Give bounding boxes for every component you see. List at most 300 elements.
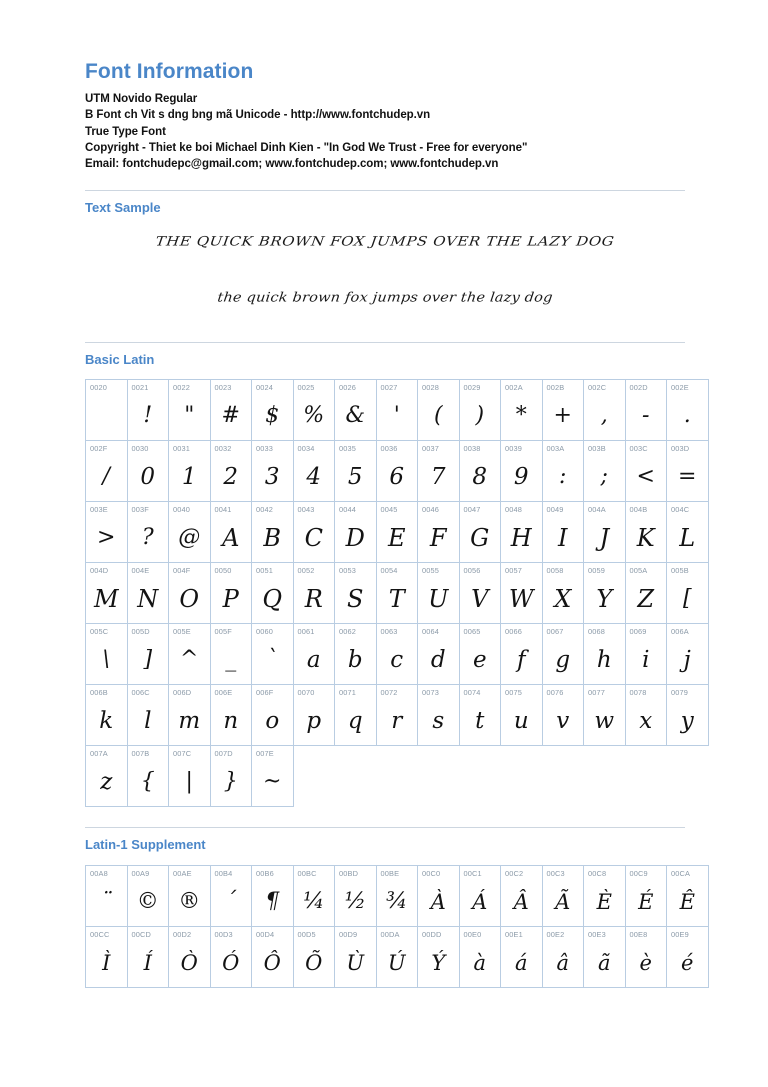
glyph-codepoint: 0037 [422, 444, 440, 454]
glyph-codepoint: 0038 [463, 444, 481, 454]
glyph-codepoint: 0030 [131, 444, 149, 454]
glyph-cell[interactable] [127, 441, 169, 502]
glyph-codepoint: 004E [131, 566, 150, 576]
glyph-codepoint: 006A [671, 627, 689, 637]
glyph-codepoint: 003F [131, 505, 149, 515]
glyph-cell[interactable] [667, 441, 709, 502]
glyph-cell[interactable] [169, 865, 211, 926]
glyph-cell[interactable] [542, 563, 584, 624]
font-info-line-description: B Font ch Vit s dng bng mã Unicode - http://www.fontchudep.vn [85, 109, 431, 122]
glyph-cell[interactable] [459, 502, 501, 563]
glyph-cell[interactable] [501, 502, 543, 563]
glyph-cell[interactable] [459, 865, 501, 926]
glyph-preview: q [347, 708, 363, 735]
glyph-cell[interactable] [501, 624, 543, 685]
glyph-codepoint: 00E3 [588, 929, 606, 939]
glyph-preview: w [594, 708, 615, 735]
glyph-cell[interactable] [584, 441, 626, 502]
glyph-cell[interactable] [335, 380, 377, 441]
glyph-preview: / [102, 464, 110, 490]
glyph-cell[interactable] [584, 865, 626, 926]
text-sample-lowercase: the quick brown fox jumps over the lazy dog [216, 290, 554, 305]
glyph-codepoint: 00A8 [90, 868, 108, 878]
glyph-codepoint: 0055 [422, 566, 440, 576]
glyph-codepoint: 0029 [463, 383, 481, 393]
glyph-cell[interactable] [418, 685, 460, 746]
glyph-cell[interactable] [376, 685, 418, 746]
glyph-cell[interactable] [335, 441, 377, 502]
glyph-codepoint: 005F [214, 627, 232, 637]
glyph-cell[interactable] [584, 502, 626, 563]
glyph-preview: v [556, 708, 570, 735]
glyph-cell[interactable] [335, 563, 377, 624]
glyph-codepoint: 00C2 [505, 868, 524, 878]
glyph-preview: é [681, 950, 694, 975]
divider-basic-latin [85, 342, 685, 343]
glyph-cell[interactable] [252, 926, 294, 987]
glyph-preview: 1 [181, 464, 197, 491]
glyph-codepoint: 0027 [380, 383, 398, 393]
glyph-row [86, 746, 709, 807]
glyph-codepoint: 00BC [297, 868, 317, 878]
glyph-preview: ^ [180, 647, 199, 673]
glyph-cell[interactable] [252, 746, 294, 807]
glyph-codepoint: 0048 [505, 505, 523, 515]
grid-spacer [459, 746, 501, 807]
glyph-preview: _ [225, 647, 237, 673]
glyph-cell[interactable] [293, 441, 335, 502]
glyph-preview: ) [475, 403, 485, 429]
grid-spacer [418, 746, 460, 807]
glyph-codepoint: 00E9 [671, 929, 689, 939]
font-info-line-type: True Type Font [85, 125, 166, 138]
glyph-codepoint: 0054 [380, 566, 398, 576]
glyph-cell[interactable] [169, 502, 211, 563]
glyph-preview: Z [637, 585, 655, 614]
glyph-cell[interactable] [210, 502, 252, 563]
glyph-cell[interactable] [127, 380, 169, 441]
glyph-codepoint: 005E [173, 627, 191, 637]
glyph-cell[interactable] [210, 380, 252, 441]
glyph-codepoint: 002E [671, 383, 689, 393]
glyph-preview: g [555, 647, 571, 674]
glyph-cell[interactable] [210, 685, 252, 746]
glyph-cell[interactable] [335, 865, 377, 926]
glyph-cell[interactable] [625, 865, 667, 926]
glyph-preview: z [100, 769, 113, 796]
glyph-codepoint: 0035 [339, 444, 357, 454]
glyph-codepoint: 002A [505, 383, 523, 393]
glyph-row [86, 685, 709, 746]
glyph-cell[interactable] [127, 563, 169, 624]
glyph-codepoint: 0044 [339, 505, 357, 515]
glyph-preview: o [265, 708, 280, 735]
glyph-cell[interactable] [169, 441, 211, 502]
glyph-preview: p [306, 708, 322, 735]
glyph-preview: Á [472, 889, 488, 914]
glyph-cell[interactable] [459, 441, 501, 502]
glyph-codepoint: 006C [131, 688, 150, 698]
glyph-preview: ¶ [265, 888, 280, 914]
glyph-cell[interactable] [667, 563, 709, 624]
glyph-cell[interactable] [376, 380, 418, 441]
glyph-cell[interactable] [210, 865, 252, 926]
glyph-preview: 8 [472, 464, 488, 491]
glyph-cell[interactable] [542, 926, 584, 987]
glyph-cell[interactable] [501, 685, 543, 746]
glyph-preview: < [636, 464, 655, 490]
glyph-preview: I [558, 524, 568, 553]
glyph-cell[interactable] [376, 563, 418, 624]
section-heading-basic-latin: Basic Latin [85, 351, 155, 367]
glyph-cell[interactable] [169, 563, 211, 624]
glyph-codepoint: 0041 [214, 505, 232, 515]
glyph-codepoint: 004D [90, 566, 109, 576]
glyph-preview: ` [266, 647, 278, 673]
glyph-codepoint: 0046 [422, 505, 440, 515]
glyph-cell[interactable] [667, 624, 709, 685]
glyph-cell[interactable] [86, 441, 128, 502]
glyph-cell[interactable] [584, 380, 626, 441]
glyph-cell[interactable] [169, 685, 211, 746]
glyph-codepoint: 003B [588, 444, 606, 454]
glyph-cell[interactable] [501, 926, 543, 987]
glyph-codepoint: 005B [671, 566, 689, 576]
glyph-cell[interactable] [542, 441, 584, 502]
glyph-codepoint: 0072 [380, 688, 398, 698]
glyph-codepoint: 0060 [256, 627, 274, 637]
page-title: Font Information [85, 60, 254, 83]
glyph-codepoint: 0020 [90, 383, 108, 393]
glyph-preview: , [600, 403, 608, 429]
glyph-cell[interactable] [252, 563, 294, 624]
glyph-cell[interactable] [625, 380, 667, 441]
glyph-preview: k [99, 708, 114, 735]
glyph-codepoint: 0036 [380, 444, 398, 454]
glyph-codepoint: 004A [588, 505, 606, 515]
glyph-codepoint: 005D [131, 627, 150, 637]
glyph-preview: = [678, 464, 697, 490]
glyph-cell[interactable] [542, 685, 584, 746]
glyph-cell[interactable] [584, 926, 626, 987]
glyph-codepoint: 00E0 [463, 929, 482, 939]
glyph-cell[interactable] [335, 502, 377, 563]
glyph-codepoint: 0062 [339, 627, 357, 637]
glyph-cell[interactable] [418, 502, 460, 563]
glyph-preview: d [430, 647, 446, 674]
glyph-preview: N [137, 585, 159, 614]
glyph-cell[interactable] [418, 865, 460, 926]
glyph-cell[interactable] [252, 685, 294, 746]
font-info-block [85, 91, 685, 172]
glyph-codepoint: 0056 [463, 566, 481, 576]
glyph-preview: X [554, 585, 572, 614]
glyph-codepoint: 00A9 [131, 868, 150, 878]
glyph-preview: Ã [555, 889, 571, 914]
glyph-preview: l [144, 708, 152, 735]
glyph-cell[interactable] [667, 380, 709, 441]
glyph-cell[interactable] [584, 685, 626, 746]
glyph-cell[interactable] [459, 685, 501, 746]
glyph-codepoint: 00D5 [297, 929, 316, 939]
glyph-codepoint: 007A [90, 749, 108, 759]
glyph-cell[interactable] [169, 926, 211, 987]
glyph-codepoint: 002C [588, 383, 607, 393]
glyph-row [86, 563, 709, 624]
glyph-cell[interactable] [293, 685, 335, 746]
glyph-cell[interactable] [418, 624, 460, 685]
glyph-codepoint: 00C1 [463, 868, 482, 878]
glyph-cell[interactable] [459, 380, 501, 441]
grid-spacer [625, 746, 667, 807]
glyph-row [86, 926, 709, 987]
glyph-codepoint: 0023 [214, 383, 232, 393]
glyph-cell[interactable] [86, 624, 128, 685]
glyph-codepoint: 00E2 [546, 929, 565, 939]
grid-spacer [542, 746, 584, 807]
glyph-cell[interactable] [459, 926, 501, 987]
glyph-preview: : [559, 464, 567, 490]
glyph-cell[interactable] [293, 502, 335, 563]
glyph-codepoint: 005C [90, 627, 109, 637]
glyph-codepoint: 00C8 [588, 868, 607, 878]
glyph-preview: ~ [263, 769, 282, 795]
glyph-cell[interactable] [584, 563, 626, 624]
glyph-cell[interactable] [542, 502, 584, 563]
glyph-preview: * [515, 403, 527, 429]
glyph-cell[interactable] [459, 624, 501, 685]
glyph-codepoint: 0077 [588, 688, 606, 698]
glyph-cell[interactable] [376, 624, 418, 685]
glyph-cell[interactable] [667, 502, 709, 563]
glyph-cell[interactable] [376, 865, 418, 926]
glyph-codepoint: 00DD [422, 929, 442, 939]
glyph-cell[interactable] [542, 624, 584, 685]
glyph-preview: á [514, 950, 528, 975]
glyph-cell[interactable] [667, 865, 709, 926]
glyph-preview: | [185, 769, 193, 795]
glyph-cell[interactable] [252, 865, 294, 926]
glyph-preview: \ [102, 647, 110, 673]
glyph-codepoint: 004F [173, 566, 191, 576]
glyph-preview: a [306, 647, 321, 674]
glyph-cell[interactable] [625, 624, 667, 685]
glyph-preview: ; [600, 464, 608, 490]
glyph-cell[interactable] [376, 926, 418, 987]
glyph-cell[interactable] [542, 865, 584, 926]
glyph-preview: G [470, 524, 490, 553]
glyph-cell[interactable] [625, 441, 667, 502]
glyph-preview: R [304, 585, 323, 614]
glyph-preview: W [508, 585, 534, 614]
glyph-preview: Õ [305, 950, 323, 975]
glyph-cell[interactable] [127, 624, 169, 685]
glyph-preview: à [473, 950, 487, 975]
glyph-codepoint: 0026 [339, 383, 357, 393]
glyph-preview: { [140, 769, 155, 795]
glyph-cell[interactable] [293, 926, 335, 987]
glyph-cell[interactable] [86, 685, 128, 746]
glyph-codepoint: 0028 [422, 383, 440, 393]
glyph-cell[interactable] [376, 441, 418, 502]
glyph-cell[interactable] [293, 624, 335, 685]
glyph-cell[interactable] [252, 502, 294, 563]
glyph-cell[interactable] [210, 563, 252, 624]
glyph-cell[interactable] [625, 502, 667, 563]
glyph-preview: f [516, 647, 526, 674]
glyph-cell[interactable] [625, 926, 667, 987]
glyph-codepoint: 00C0 [422, 868, 441, 878]
glyph-codepoint: 007B [131, 749, 150, 759]
glyph-preview: @ [178, 525, 201, 551]
glyph-cell[interactable] [335, 685, 377, 746]
glyph-cell[interactable] [501, 380, 543, 441]
glyph-preview: e [472, 647, 487, 674]
glyph-cell[interactable] [293, 563, 335, 624]
glyph-preview: Ì [102, 950, 111, 975]
glyph-codepoint: 00E1 [505, 929, 523, 939]
font-info-line-copyright: Copyright - Thiet ke boi Michael Dinh Kien - "In God We Trust - Free for everyone" [85, 141, 528, 154]
glyph-preview: . [683, 403, 691, 429]
glyph-cell[interactable] [252, 624, 294, 685]
glyph-cell[interactable] [584, 624, 626, 685]
glyph-preview: C [304, 524, 323, 553]
glyph-cell[interactable] [127, 926, 169, 987]
glyph-preview: 2 [223, 464, 239, 491]
glyph-preview: } [223, 769, 238, 795]
glyph-preview: 9 [513, 464, 529, 491]
glyph-preview: 3 [264, 464, 280, 491]
glyph-preview: L [679, 524, 696, 553]
glyph-codepoint: 0063 [380, 627, 398, 637]
glyph-cell[interactable] [667, 685, 709, 746]
glyph-preview: K [636, 524, 655, 553]
glyph-codepoint: 0034 [297, 444, 315, 454]
glyph-preview: Y [596, 585, 613, 614]
glyph-cell[interactable] [127, 502, 169, 563]
glyph-codepoint: 0040 [173, 505, 191, 515]
glyph-cell[interactable] [625, 685, 667, 746]
glyph-cell[interactable] [86, 865, 128, 926]
glyph-preview: Ò [180, 950, 198, 975]
glyph-preview: Ù [346, 950, 365, 975]
glyph-cell[interactable] [542, 380, 584, 441]
glyph-preview: É [638, 889, 654, 914]
glyph-codepoint: 007E [256, 749, 274, 759]
glyph-grid-basic-latin [85, 379, 709, 807]
glyph-row [86, 502, 709, 563]
glyph-cell[interactable] [335, 926, 377, 987]
glyph-preview: M [93, 585, 119, 614]
glyph-codepoint: 0079 [671, 688, 689, 698]
glyph-preview: m [178, 708, 201, 735]
glyph-preview: ¼ [303, 888, 325, 914]
glyph-preview: J [599, 524, 610, 553]
glyph-codepoint: 0033 [256, 444, 274, 454]
glyph-codepoint: 00E8 [629, 929, 648, 939]
glyph-cell[interactable] [169, 746, 211, 807]
glyph-cell[interactable] [501, 441, 543, 502]
glyph-cell[interactable] [127, 685, 169, 746]
glyph-codepoint: 0031 [173, 444, 191, 454]
glyph-codepoint: 00D3 [214, 929, 233, 939]
glyph-codepoint: 0042 [256, 505, 274, 515]
glyph-cell[interactable] [86, 563, 128, 624]
glyph-codepoint: 00B6 [256, 868, 274, 878]
glyph-cell[interactable] [293, 865, 335, 926]
grid-spacer [293, 746, 335, 807]
glyph-preview: h [596, 647, 612, 674]
font-info-line-name: UTM Novido Regular [85, 93, 198, 106]
glyph-preview: s [432, 708, 445, 735]
glyph-preview: 5 [347, 464, 363, 491]
glyph-cell[interactable] [376, 502, 418, 563]
glyph-cell[interactable] [625, 563, 667, 624]
glyph-cell[interactable] [459, 563, 501, 624]
glyph-cell[interactable] [127, 746, 169, 807]
glyph-preview: 0 [140, 464, 156, 491]
glyph-preview: ( [433, 403, 443, 429]
glyph-cell[interactable] [293, 380, 335, 441]
glyph-codepoint: 0070 [297, 688, 315, 698]
glyph-codepoint: 0051 [256, 566, 274, 576]
glyph-cell[interactable] [210, 926, 252, 987]
glyph-codepoint: 0059 [588, 566, 606, 576]
glyph-codepoint: 0052 [297, 566, 315, 576]
glyph-codepoint: 0043 [297, 505, 315, 515]
glyph-preview: x [639, 708, 653, 735]
glyph-codepoint: 0053 [339, 566, 357, 576]
page-content [85, 60, 697, 988]
glyph-cell[interactable] [667, 926, 709, 987]
glyph-cell[interactable] [86, 502, 128, 563]
glyph-preview: u [513, 708, 529, 735]
glyph-codepoint: 005A [629, 566, 648, 576]
glyph-preview: ! [143, 403, 153, 429]
glyph-cell[interactable] [252, 441, 294, 502]
glyph-cell[interactable] [335, 624, 377, 685]
glyph-cell[interactable] [418, 441, 460, 502]
glyph-cell[interactable] [86, 926, 128, 987]
glyph-preview: $ [265, 403, 280, 429]
glyph-cell[interactable] [86, 380, 128, 441]
glyph-cell[interactable] [418, 380, 460, 441]
glyph-cell[interactable] [501, 865, 543, 926]
glyph-cell[interactable] [210, 441, 252, 502]
glyph-cell[interactable] [418, 926, 460, 987]
glyph-preview: " [184, 403, 195, 429]
section-heading-latin1-supplement: Latin-1 Supplement [85, 837, 206, 853]
glyph-cell[interactable] [127, 865, 169, 926]
glyph-cell[interactable] [210, 746, 252, 807]
glyph-cell[interactable] [169, 624, 211, 685]
glyph-cell[interactable] [252, 380, 294, 441]
glyph-cell[interactable] [501, 563, 543, 624]
glyph-cell[interactable] [86, 746, 128, 807]
glyph-cell[interactable] [418, 563, 460, 624]
glyph-preview: % [303, 403, 325, 429]
glyph-codepoint: 002D [629, 383, 648, 393]
glyph-codepoint: 00C9 [629, 868, 648, 878]
glyph-preview: & [345, 403, 366, 429]
glyph-row [86, 624, 709, 685]
glyph-cell[interactable] [210, 624, 252, 685]
glyph-cell[interactable] [169, 380, 211, 441]
glyph-preview: A [222, 524, 240, 553]
glyph-codepoint: 004C [671, 505, 690, 515]
glyph-codepoint: 0064 [422, 627, 440, 637]
glyph-preview: r [391, 708, 403, 735]
